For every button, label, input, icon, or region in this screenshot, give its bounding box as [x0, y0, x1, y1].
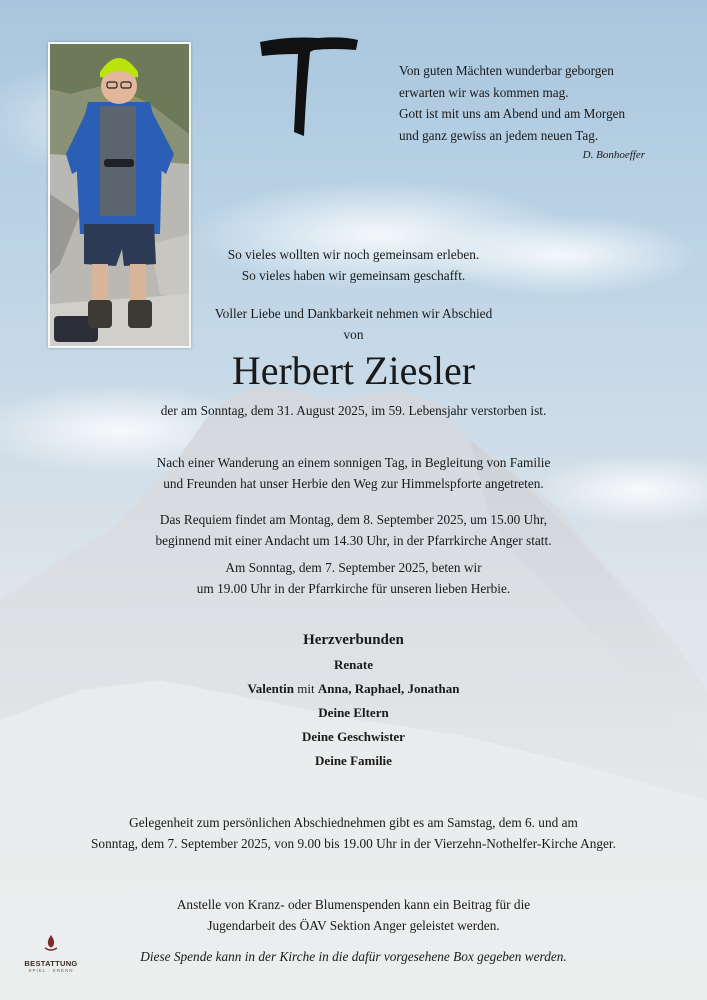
- intro-line: So vieles wollten wir noch gemeinsam erleben.: [227, 247, 480, 262]
- viewing-line: Gelegenheit zum persönlichen Abschiednehmen gibt es am Samstag, dem 6. und am: [129, 815, 578, 830]
- poem-line: Gott ist mit uns am Abend und am Morgen: [399, 106, 626, 121]
- funeral-home-logo: [22, 934, 80, 974]
- mourner-with: mit: [297, 681, 315, 696]
- story-text: [0, 452, 707, 494]
- death-date-line: der am Sonntag, dem 31. August 2025, im 59. Lebensjahr verstorben ist.: [160, 403, 547, 418]
- prayer-text: [0, 557, 707, 599]
- story-line: Nach einer Wanderung an einem sonnigen Tag, in Begleitung von Familie: [156, 455, 551, 470]
- requiem-text: [0, 509, 707, 551]
- requiem-line: beginnend mit einer Andacht um 14.30 Uhr, in der Pfarrkirche Anger statt.: [155, 533, 552, 548]
- intro-line: So vieles haben wir gemeinsam geschafft.: [241, 268, 466, 283]
- donation-note: Diese Spende kann in der Kirche in die dafür vorgesehene Box gegeben werden.: [140, 949, 567, 964]
- viewing-text: [0, 812, 707, 854]
- prayer-line: Am Sonntag, dem 7. September 2025, beten wir: [225, 560, 482, 575]
- mourner-valentin: Valentin: [247, 681, 295, 696]
- mourners-heading: Herzverbunden: [303, 632, 404, 648]
- donation-text: [0, 894, 707, 936]
- requiem-line: Das Requiem findet am Montag, dem 8. September 2025, um 15.00 Uhr,: [159, 512, 548, 527]
- donation-line: Jugendarbeit des ÖAV Sektion Anger geleistet werden.: [207, 918, 500, 933]
- cross-icon: [258, 32, 360, 138]
- poem-line: und ganz gewiss an jedem neuen Tag.: [399, 127, 599, 143]
- poem-author: D. Bonhoeffer: [582, 149, 645, 161]
- logo-subtitle: SPIEL ∙ KRENN: [28, 968, 74, 973]
- poem-line: Von guten Mächten wunderbar geborgen: [399, 63, 614, 78]
- intro-text: [0, 244, 707, 286]
- mourner-renate: Renate: [334, 657, 373, 672]
- poem-line: erwarten wir was kommen mag.: [399, 84, 569, 100]
- candle-flame-icon: [41, 934, 61, 954]
- farewell-text: [0, 303, 707, 345]
- logo-wordmark: BESTATTUNG: [24, 959, 78, 968]
- mourner-family: Deine Familie: [315, 753, 392, 768]
- mourner-children: Anna, Raphael, Jonathan: [317, 681, 460, 696]
- poem: [399, 60, 659, 163]
- farewell-line: Voller Liebe und Dankbarkeit nehmen wir Abschied: [214, 306, 493, 321]
- deceased-name: Herbert Ziesler: [231, 348, 476, 393]
- mourner-parents: Deine Eltern: [318, 705, 389, 720]
- farewell-line: von: [343, 327, 364, 342]
- mourner-siblings: Deine Geschwister: [302, 729, 405, 744]
- donation-line: Anstelle von Kranz- oder Blumenspenden kann ein Beitrag für die: [176, 897, 531, 912]
- viewing-line: Sonntag, dem 7. September 2025, von 9.00 bis 19.00 Uhr in der Vierzehn-Nothelfer-Kirche Anger.: [91, 836, 616, 851]
- mourner-valentin-line: [0, 680, 707, 698]
- prayer-line: um 19.00 Uhr in der Pfarrkirche für unseren lieben Herbie.: [196, 581, 511, 596]
- story-line: und Freunden hat unser Herbie den Weg zur Himmelspforte angetreten.: [163, 476, 544, 491]
